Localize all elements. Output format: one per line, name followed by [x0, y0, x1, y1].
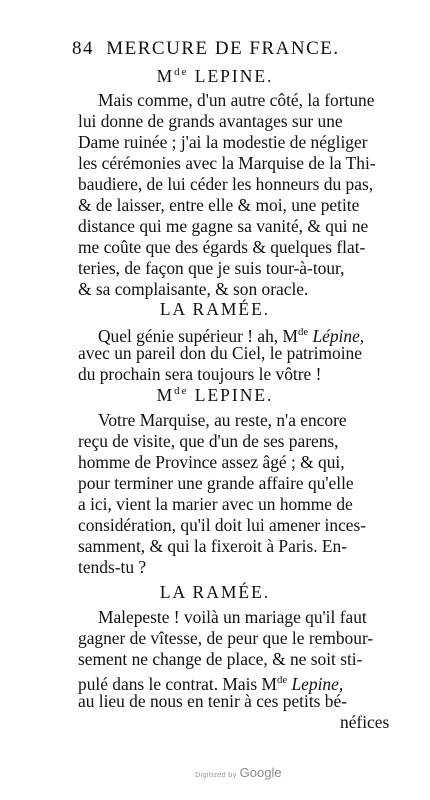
text-span: pulé dans le contrat. Mais M — [78, 673, 277, 694]
text-span: Quel génie supérieur ! ah, M — [98, 325, 298, 346]
running-header — [72, 38, 340, 60]
text-line: du prochain sera toujours le vôtre ! — [78, 364, 322, 384]
text-line: a ici, vient la marier avec un homme de — [78, 494, 353, 514]
text-line: teries, de façon que je suis tour-à-tour, — [78, 258, 345, 278]
italic-name: Lepine, — [291, 673, 344, 694]
text-line: Mais comme, d'un autre côté, la fortune — [98, 90, 375, 110]
text-line: Malepeste ! voilà un mariage qu'il faut — [98, 607, 367, 627]
de-sup: de — [174, 385, 189, 398]
text-line: tends-tu ? — [78, 557, 147, 577]
de-sup: de — [276, 674, 288, 686]
text-line: Dame ruinée ; j'ai la modestie de négliger — [78, 132, 368, 152]
digitized-watermark — [195, 762, 282, 781]
watermark-text: Digitized by — [195, 771, 237, 779]
text-line: baudiere, de lui céder les honneurs du pas, — [78, 174, 374, 194]
speaker-heading-laramee-2: LA RAMÉE. — [159, 582, 271, 602]
page-number: 84 — [72, 38, 94, 59]
text-line: reçu de visite, que d'un de ses parens, — [78, 431, 339, 451]
text-line: au lieu de nous en tenir à ces petits bé- — [78, 691, 347, 711]
italic-name: Lépine, — [312, 325, 365, 346]
text-line: avec un pareil don du Ciel, le patrimoine — [78, 343, 362, 363]
text-line: considération, qu'il doit lui amener inces- — [78, 515, 367, 535]
text-line: homme de Province assez âgé ; & qui, — [78, 452, 345, 472]
speaker-name: LEPINE. — [194, 385, 274, 405]
text-line: & de laisser, entre elle & moi, une petite — [78, 195, 360, 215]
text-line: les cérémonies avec la Marquise de la Thi- — [78, 153, 376, 173]
de-sup: de — [174, 66, 189, 79]
text-line: Votre Marquise, au reste, n'a encore — [98, 410, 347, 430]
text-line: & sa complaisante, & son oracle. — [78, 279, 309, 299]
text-line: me coûte que des égards & quelques flat- — [78, 237, 366, 257]
text-line: samment, & qui la fixeroit à Paris. En- — [78, 536, 348, 556]
text-line: pour terminer une grande affaire qu'elle — [78, 473, 354, 493]
catchword: néfices — [340, 712, 390, 732]
speaker-heading-lepine-2 — [0, 385, 430, 406]
de-sup: de — [297, 326, 309, 338]
speaker-heading-lepine-1 — [0, 66, 430, 87]
text-line: gagner de vîtesse, de peur que le rembour- — [78, 628, 374, 648]
text-line: sement ne change de place, & ne soit sti- — [78, 649, 363, 669]
google-logo: Google — [239, 765, 282, 780]
m-abbrev: M — [156, 385, 175, 405]
text-line: distance qui me gagne sa vanité, & qui ne — [78, 216, 369, 236]
speaker-heading-laramee-1: LA RAMÉE. — [159, 299, 271, 319]
speaker-name: LEPINE. — [194, 66, 274, 86]
m-abbrev: M — [156, 66, 175, 86]
running-title: MERCURE DE FRANCE. — [106, 38, 340, 59]
text-line: lui donne de grands avantages sur une — [78, 111, 343, 131]
